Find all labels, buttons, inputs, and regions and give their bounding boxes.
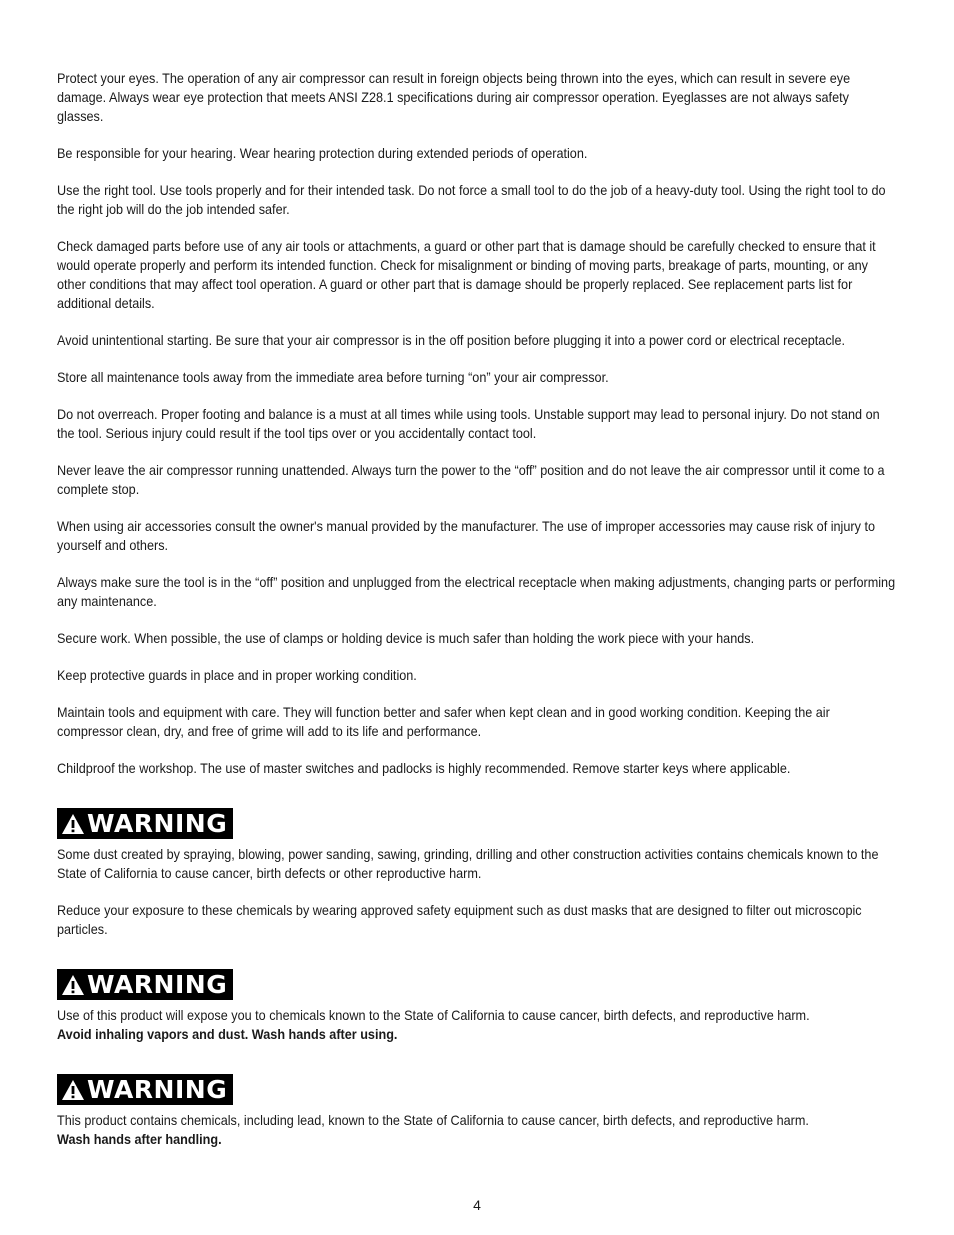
warning-paragraph: Reduce your exposure to these chemicals by wearing approved safety equipment such as dust masks that are designed to filter out microscopic particles. — [57, 903, 862, 937]
warning-text-body: This product contains chemicals, including lead, known to the State of California to cause cancer, birth defects, and reproductive harm. — [57, 1113, 809, 1128]
safety-paragraph-right-tool: Use the right tool. Use tools properly and for their intended task. Do not force a small tool to do the job of a heavy-duty tool. Using the right tool to do the right job will do the job intended safer. — [57, 183, 886, 217]
warning-triangle-icon — [61, 974, 85, 996]
warning-label: WARNING — [87, 1075, 228, 1104]
safety-paragraph-guards: Keep protective guards in place and in proper working condition. — [57, 668, 417, 683]
warning-label: WARNING — [87, 970, 228, 999]
warning-paragraph: Some dust created by spraying, blowing, power sanding, sawing, grinding, drilling and other construction activities contains chemicals known to the State of California to cause cancer, birth defects or other reproductive harm. — [57, 847, 879, 881]
safety-paragraph-accessories: When using air accessories consult the owner's manual provided by the manufacturer. The use of improper accessories may cause risk of injury to yourself and others. — [57, 519, 875, 553]
warning-badge — [57, 808, 233, 839]
warning-block-dust — [57, 796, 899, 939]
warning-badge — [57, 1074, 233, 1105]
warning-paragraph — [57, 1111, 899, 1149]
safety-paragraph-unattended: Never leave the air compressor running unattended. Always turn the power to the “off” position and do not leave the air compressor until it come to a complete stop. — [57, 463, 885, 497]
warning-block-vapors — [57, 957, 899, 1044]
warning-triangle-icon — [61, 1079, 85, 1101]
warning-block-lead — [57, 1062, 899, 1149]
safety-paragraph-childproof: Childproof the workshop. The use of master switches and padlocks is highly recommended. Remove starter keys where applicable. — [57, 761, 791, 776]
safety-paragraph-eyes: Protect your eyes. The operation of any air compressor can result in foreign objects being thrown into the eyes, which can result in severe eye damage. Always wear eye protection that meets ANSI Z28.1 specifications during air compressor operation. Eyeglasses are not always safety glasses. — [57, 71, 851, 124]
warning-text-body: Use of this product will expose you to chemicals known to the State of California to cause cancer, birth defects, and reproductive harm. — [57, 1008, 810, 1023]
safety-paragraph-unintentional-start: Avoid unintentional starting. Be sure that your air compressor is in the off position before plugging it into a power cord or electrical receptacle. — [57, 333, 846, 348]
safety-paragraph-damaged-parts: Check damaged parts before use of any air tools or attachments, a guard or other part that is damage should be carefully checked to ensure that it would operate properly and perform its intended function. Check for misalignment or binding of moving parts, breakage of parts, mounting, or any other conditions that may affect tool operation. A guard or other part that is damage should be properly replaced. See replacement parts list for additional details. — [57, 239, 876, 311]
warning-text-bold: Wash hands after handling. — [57, 1132, 222, 1147]
document-page — [57, 69, 899, 1167]
safety-paragraph-secure-work: Secure work. When possible, the use of clamps or holding device is much safer than holding the work piece with your hands. — [57, 631, 755, 646]
page-number: 4 — [473, 1197, 481, 1213]
warning-paragraph — [57, 1006, 899, 1044]
safety-paragraph-hearing: Be responsible for your hearing. Wear hearing protection during extended periods of operation. — [57, 146, 588, 161]
safety-paragraph-maintain: Maintain tools and equipment with care. They will function better and safer when kept clean and in good working condition. Keeping the air compressor clean, dry, and free of grime will add to its life and performance. — [57, 705, 830, 739]
warning-badge — [57, 969, 233, 1000]
safety-paragraph-off-position: Always make sure the tool is in the “off” position and unplugged from the electrical receptacle when making adjustments, changing parts or performing any maintenance. — [57, 575, 896, 609]
warning-label: WARNING — [87, 809, 228, 838]
warning-text-bold: Avoid inhaling vapors and dust. Wash hands after using. — [57, 1027, 398, 1042]
safety-paragraph-store-tools: Store all maintenance tools away from the immediate area before turning “on” your air compressor. — [57, 370, 609, 385]
warning-triangle-icon — [61, 813, 85, 835]
safety-paragraph-overreach: Do not overreach. Proper footing and balance is a must at all times while using tools. Unstable support may lead to personal injury. Do not stand on the tool. Serious injury could result if the tool tips over or you accidentally contact tool. — [57, 407, 880, 441]
